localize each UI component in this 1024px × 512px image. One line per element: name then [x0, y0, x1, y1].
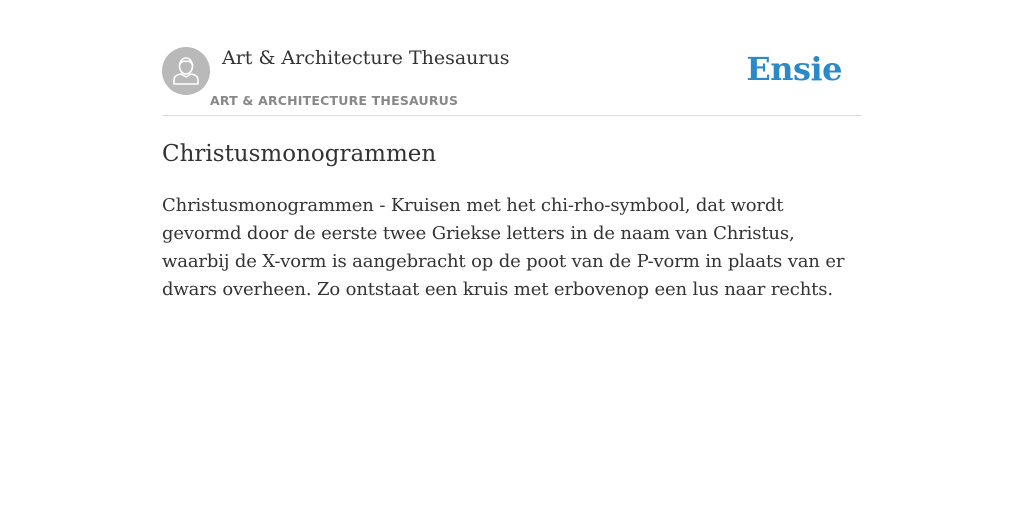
- user-silhouette-icon: [162, 47, 210, 95]
- source-title[interactable]: Art & Architecture Thesaurus: [222, 47, 510, 69]
- source-subtitle[interactable]: ART & ARCHITECTURE THESAURUS: [210, 93, 459, 108]
- entry-header: [162, 0, 862, 116]
- ensie-logo[interactable]: Ensie: [746, 50, 842, 88]
- definition-text: Christusmonogrammen - Kruisen met het chi-rho-symbool, dat wordt gevormd door de eerste twee Griekse letters in de naam van Christus, waarbij de X-vorm is aangebracht op de poot van de P-vorm in plaats van er dwars overheen. Zo ontstaat een kruis met erbovenop een lus naar rechts.: [162, 195, 845, 300]
- avatar[interactable]: [162, 47, 210, 95]
- content-container: [162, 0, 862, 300]
- page-title: Christusmonogrammen: [162, 141, 437, 167]
